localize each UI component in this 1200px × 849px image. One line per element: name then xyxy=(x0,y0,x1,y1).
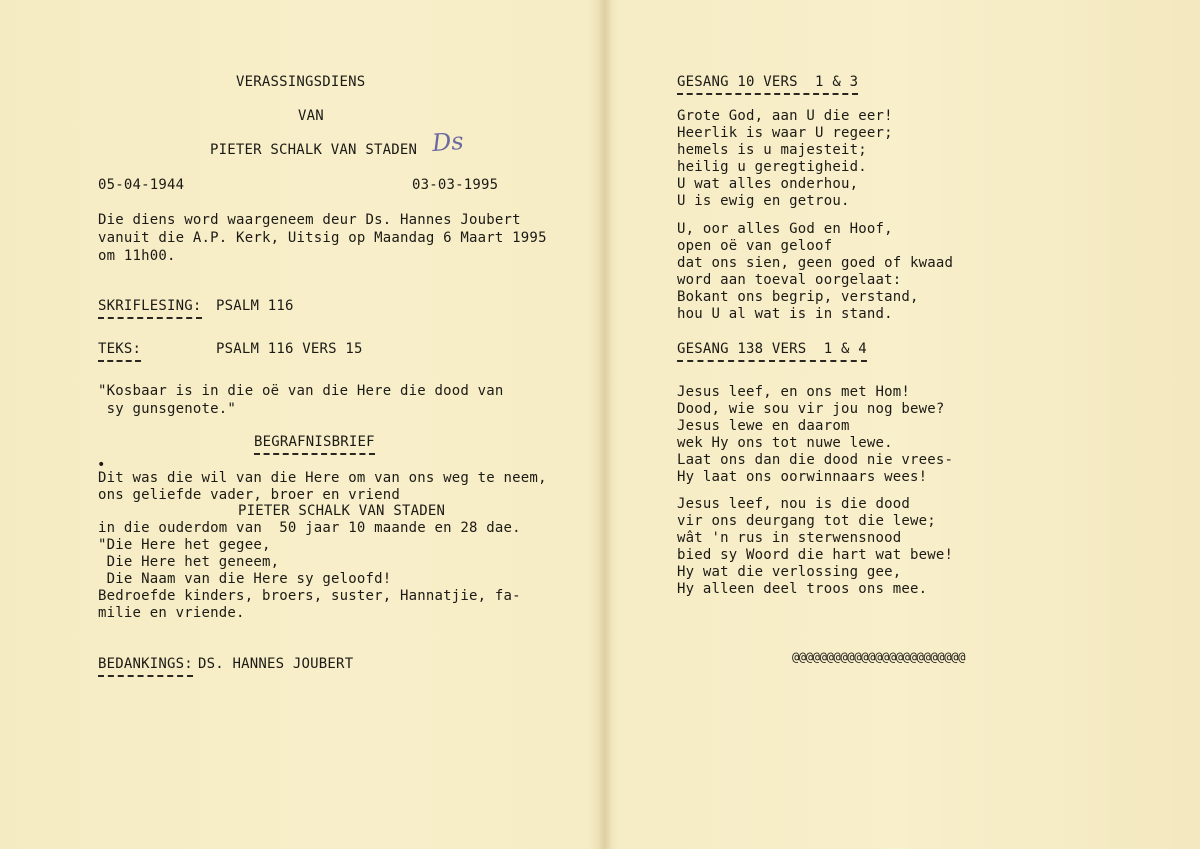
page-fold xyxy=(598,0,612,849)
letter-line: Die Here het geneem, xyxy=(98,554,280,570)
hymn-line: Grote God, aan U die eer! xyxy=(677,108,893,124)
hymn-line: Hy laat ons oorwinnaars wees! xyxy=(677,469,928,485)
quote-line: "Kosbaar is in die oë van die Here die dood van xyxy=(98,383,504,399)
gesang1-heading: GESANG 10 VERS 1 & 3 xyxy=(677,74,858,95)
service-van: VAN xyxy=(298,108,324,124)
letter-line: ons geliefde vader, broer en vriend xyxy=(98,487,401,503)
hymn-line: Hy alleen deel troos ons mee. xyxy=(677,581,928,597)
letter-line: Die Naam van die Here sy geloofd! xyxy=(98,571,392,587)
teks-label: TEKS: xyxy=(98,341,141,362)
hymn-line: Jesus leef, en ons met Hom! xyxy=(677,384,910,400)
hymn-line: vir ons deurgang tot die lewe; xyxy=(677,513,936,529)
hymn-line: word aan toeval oorgelaat: xyxy=(677,272,902,288)
begrafnisbrief-heading: BEGRAFNISBRIEF xyxy=(254,434,375,455)
hymn-line: hemels is u majesteit; xyxy=(677,142,867,158)
quote-line: sy gunsgenote." xyxy=(98,401,237,417)
death-date: 03-03-1995 xyxy=(412,177,499,193)
skriflesing-label: SKRIFLESING: xyxy=(98,298,202,319)
hymn-line: bied sy Woord die hart wat bewe! xyxy=(677,547,954,563)
deceased-name: PIETER SCHALK VAN STADEN xyxy=(210,142,418,158)
intro-line: vanuit die A.P. Kerk, Uitsig op Maandag 6 Maart 1995 xyxy=(98,230,547,246)
hymn-line: heilig u geregtigheid. xyxy=(677,159,867,175)
hymn-line: Laat ons dan die dood nie vrees- xyxy=(677,452,954,468)
hymn-line: Jesus leef, nou is die dood xyxy=(677,496,910,512)
hymn-line: U, oor alles God en Hoof, xyxy=(677,221,893,237)
letter-line: in die ouderdom van 50 jaar 10 maande en 28 dae. xyxy=(98,520,521,536)
hymn-line: U wat alles onderhou, xyxy=(677,176,859,192)
letter-line: Dit was die wil van die Here om van ons weg te neem, xyxy=(98,470,547,486)
letter-line: Bedroefde kinders, broers, suster, Hannatjie, fa- xyxy=(98,588,521,604)
intro-line: Die diens word waargeneem deur Ds. Hannes Joubert xyxy=(98,212,521,228)
hymn-line: wek Hy ons tot nuwe lewe. xyxy=(677,435,893,451)
hymn-line: U is ewig en getrou. xyxy=(677,193,850,209)
hymn-line: Heerlik is waar U regeer; xyxy=(677,125,893,141)
hymn-line: open oë van geloof xyxy=(677,238,833,254)
bedankings-label: BEDANKINGS: xyxy=(98,656,193,677)
skriflesing-value: PSALM 116 xyxy=(216,298,294,314)
bedankings-value: DS. HANNES JOUBERT xyxy=(198,656,354,672)
hymn-line: Bokant ons begrip, verstand, xyxy=(677,289,919,305)
intro-line: om 11h00. xyxy=(98,248,176,264)
hymn-line: wât 'n rus in sterwensnood xyxy=(677,530,902,546)
letter-line: PIETER SCHALK VAN STADEN xyxy=(238,503,446,519)
ornament-row: @@@@@@@@@@@@@@@@@@@@@@@@@ xyxy=(792,650,966,664)
gesang2-heading: GESANG 138 VERS 1 & 4 xyxy=(677,341,867,362)
teks-value: PSALM 116 VERS 15 xyxy=(216,341,363,357)
ink-dot: • xyxy=(97,457,106,473)
letter-line: milie en vriende. xyxy=(98,605,245,621)
service-title: VERASSINGSDIENS xyxy=(236,74,366,90)
handwritten-note: Ds xyxy=(431,126,465,158)
hymn-line: Hy wat die verlossing gee, xyxy=(677,564,902,580)
hymn-line: Jesus lewe en daarom xyxy=(677,418,850,434)
hymn-line: Dood, wie sou vir jou nog bewe? xyxy=(677,401,945,417)
hymn-line: dat ons sien, geen goed of kwaad xyxy=(677,255,954,271)
letter-line: "Die Here het gegee, xyxy=(98,537,271,553)
birth-date: 05-04-1944 xyxy=(98,177,185,193)
hymn-line: hou U al wat is in stand. xyxy=(677,306,893,322)
